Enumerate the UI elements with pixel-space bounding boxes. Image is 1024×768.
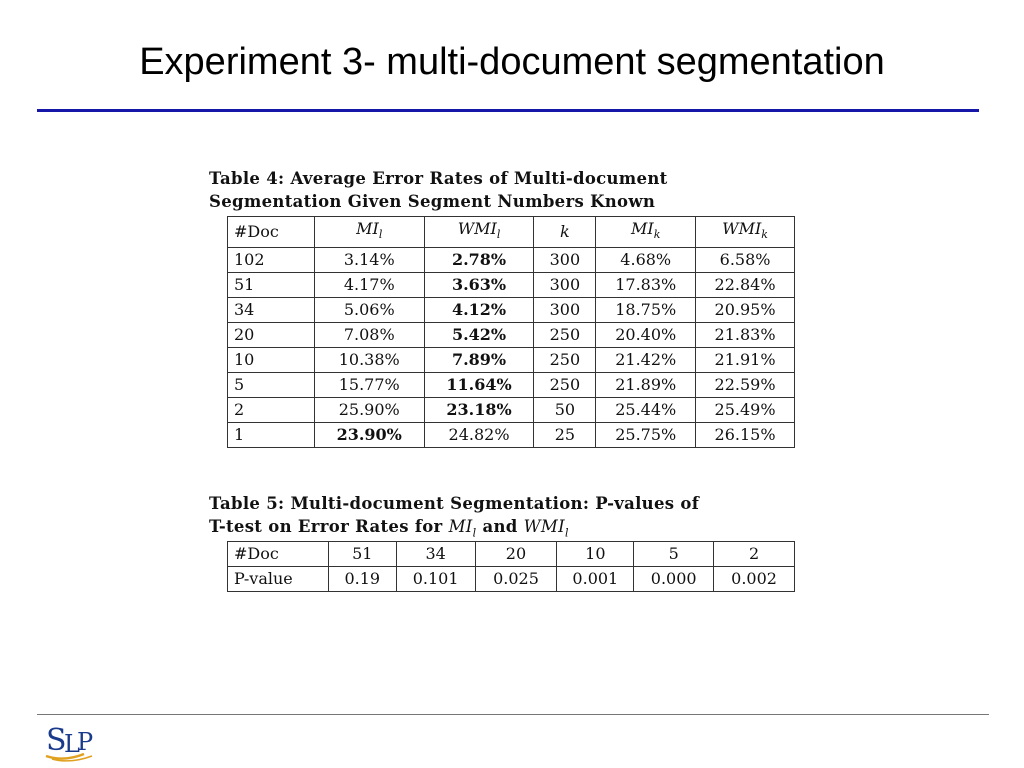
table4-cell-doc: 1 [228,423,315,448]
table4-cell: 2.78% [424,248,534,273]
table4-cell: 25.75% [596,423,696,448]
table4-cell: 21.83% [696,323,795,348]
table4-row [228,298,795,323]
table5-cell: 0.025 [475,567,557,592]
table4-header-wmi-k: $WMI_k$ [696,217,795,248]
table4-header-doc: #Doc [228,217,315,248]
table4-cell: 23.90% [314,423,424,448]
svg-text:S: S [46,723,67,758]
table4-cell: 7.08% [314,323,424,348]
table4 [227,216,795,448]
table4-cell: 4.17% [314,273,424,298]
table5-cell: 0.001 [557,567,634,592]
table4-header-mi-l: $MI_l$ [314,217,424,248]
table5 [227,541,795,592]
table4-cell: 21.91% [696,348,795,373]
table4-row [228,248,795,273]
table4-cell: 25.90% [314,398,424,423]
table4-cell: 22.84% [696,273,795,298]
table4-cell: 5.06% [314,298,424,323]
slide-title: Experiment 3- multi-document segmentation [139,41,885,83]
table4-cell-doc: 51 [228,273,315,298]
table4-row [228,423,795,448]
table4-cell: 22.59% [696,373,795,398]
table4-cell-doc: 5 [228,373,315,398]
table4-cell: 5.42% [424,323,534,348]
slp-logo [44,722,104,762]
table4-cell-doc: 102 [228,248,315,273]
table5-caption-line2: T-test on Error Rates for $MI_l$ and $WMI_l$ [209,517,569,540]
table4-cell: 20.95% [696,298,795,323]
table4-row [228,273,795,298]
table5-cell: 0.002 [714,567,795,592]
table4-cell: 25.44% [596,398,696,423]
table4-cell: 25.49% [696,398,795,423]
table4-cell: 21.42% [596,348,696,373]
table4-cell-doc: 20 [228,323,315,348]
table5-cell: 34 [396,542,475,567]
table4-cell: 26.15% [696,423,795,448]
table4-cell: 3.14% [314,248,424,273]
table4-cell: 18.75% [596,298,696,323]
table5-header-row [228,542,795,567]
table4-header-row [228,217,795,248]
table5-cell: 0.101 [396,567,475,592]
svg-text:P: P [77,728,94,756]
table4-cell: 50 [534,398,596,423]
table4-cell-doc: 2 [228,398,315,423]
table4-header-mi-k: $MI_k$ [596,217,696,248]
table4-row [228,323,795,348]
title-divider [37,109,979,112]
table4-row [228,398,795,423]
table4-cell: 10.38% [314,348,424,373]
table4-cell: 25 [534,423,596,448]
table4-cell: 300 [534,298,596,323]
table4-cell: 17.83% [596,273,696,298]
table5-cell: 2 [714,542,795,567]
table4-cell: 11.64% [424,373,534,398]
table4-cell: 250 [534,373,596,398]
table5-value-row [228,567,795,592]
table4-cell: 23.18% [424,398,534,423]
table4-row [228,373,795,398]
table4-cell: 24.82% [424,423,534,448]
table4-cell-doc: 34 [228,298,315,323]
table4-header-wmi-l: $WMI_l$ [424,217,534,248]
table4-row [228,348,795,373]
table4-cell: 3.63% [424,273,534,298]
svg-text:L: L [64,730,80,758]
table5-cell: 0.000 [634,567,714,592]
table5-caption-line1: Table 5: Multi-document Segmentation: P-values of [209,494,700,513]
table5-caption [209,492,829,544]
table4-caption-line2: Segmentation Given Segment Numbers Known [209,192,656,211]
table4-cell: 6.58% [696,248,795,273]
footer-divider [37,714,989,715]
table4-cell: 250 [534,348,596,373]
table5-cell: 51 [328,542,396,567]
table4-cell: 21.89% [596,373,696,398]
table4-cell-doc: 10 [228,348,315,373]
table5-row-label: P-value [228,567,329,592]
table4-cell: 7.89% [424,348,534,373]
table4-cell: 4.12% [424,298,534,323]
table4-cell: 300 [534,273,596,298]
table4-cell: 15.77% [314,373,424,398]
table4-cell: 300 [534,248,596,273]
table4-cell: 4.68% [596,248,696,273]
table4-caption [209,167,829,213]
table5-cell: 20 [475,542,557,567]
table5-cell: 5 [634,542,714,567]
table5-cell: 0.19 [328,567,396,592]
table5-row-label: #Doc [228,542,329,567]
table4-cell: 250 [534,323,596,348]
table4-cell: 20.40% [596,323,696,348]
table4-caption-line1: Table 4: Average Error Rates of Multi-document [209,169,668,188]
table5-cell: 10 [557,542,634,567]
table4-header-k: k [534,217,596,248]
